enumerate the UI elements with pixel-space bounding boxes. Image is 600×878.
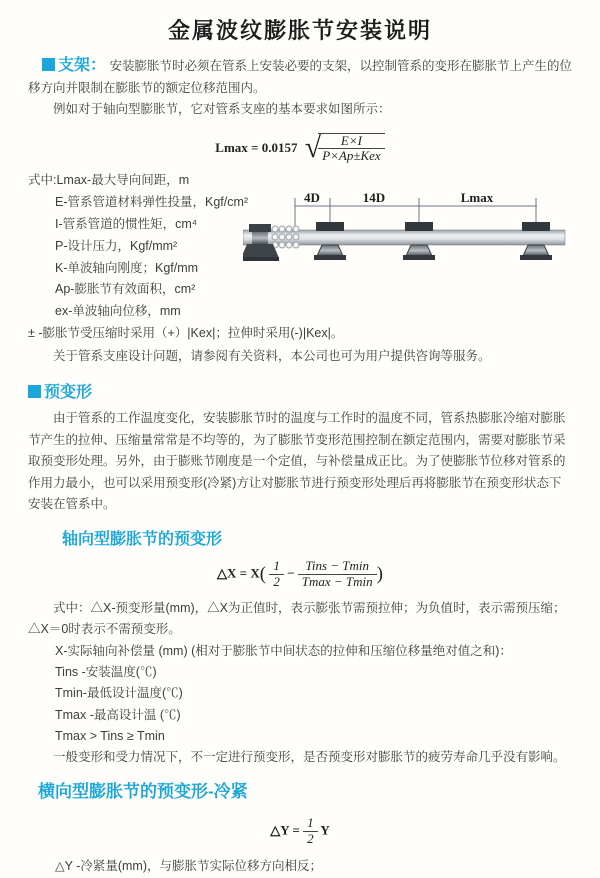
axial-closing-line: 一般变形和受力情况下，不一定进行预变形，是否预变形对膨胀节的疲劳寿命几乎没有影响。 bbox=[53, 750, 566, 765]
axial-definition-paragraph: 式中：△X-预变形量(mm)，△X为正值时，表示膨张节需预拉伸；为负值时，表示需预压缩；△X＝0时表示不需预变形。 bbox=[28, 600, 566, 637]
lateral-num: 1 bbox=[303, 816, 318, 832]
half-fraction bbox=[269, 559, 284, 590]
half-num: 1 bbox=[269, 559, 284, 575]
variable-line: Tmax -最高设计温 (℃) bbox=[55, 707, 181, 722]
predeform-section-heading bbox=[28, 379, 600, 402]
axial-sub-heading: 轴向型膨胀节的预变形 bbox=[62, 530, 223, 548]
pipe-diagram-svg bbox=[243, 190, 573, 286]
definition-line: I-管系管道的惯性矩，cm⁴ bbox=[55, 216, 198, 231]
lateral-formula-suffix: Y bbox=[320, 822, 330, 838]
minus-sign: − bbox=[287, 565, 295, 581]
dimension-labels bbox=[304, 190, 494, 205]
dim-label-4d: 4D bbox=[304, 190, 320, 205]
support-heading-label: 支架： bbox=[58, 57, 107, 74]
temp-fraction-den: Tmax − Tmin bbox=[301, 573, 373, 589]
definition-line: Ap-膨胀节有效面积，cm² bbox=[55, 282, 196, 297]
lmax-denominator: P×Ap±Kex bbox=[322, 148, 381, 164]
close-paren: ) bbox=[376, 563, 383, 585]
lateral-formula-prefix: △Y = bbox=[270, 822, 300, 838]
variable-line: Tmax > Tins ≥ Tmin bbox=[55, 728, 165, 743]
support-section-heading bbox=[42, 57, 106, 74]
radical-sign: √ bbox=[304, 131, 322, 165]
definition-line: 式中:Lmax-最大导向间距，m bbox=[28, 173, 190, 188]
support-example-line: 例如对于轴向型膨胀节，它对管系支座的基本要求如图所示： bbox=[53, 102, 391, 116]
variable-line: Tins -安装温度(℃) bbox=[55, 664, 157, 679]
variable-line: Tmin-最低设计温度(℃) bbox=[55, 686, 183, 701]
definition-line: K-单波轴向刚度；Kgf/mm bbox=[55, 260, 199, 275]
open-paren: ( bbox=[259, 563, 267, 585]
dim-label-lmax: Lmax bbox=[460, 190, 494, 205]
half-den: 2 bbox=[273, 573, 280, 589]
axial-formula-prefix: △X = X bbox=[217, 565, 260, 581]
predeform-heading-label: 预变形 bbox=[44, 384, 93, 402]
variable-line: X-实际轴向补偿量 (mm) (相对于膨胀节中间状态的拉伸和压缩位移量绝对值之和)： bbox=[55, 643, 512, 658]
support-paragraph bbox=[28, 55, 572, 99]
lateral-den: 2 bbox=[307, 830, 314, 846]
temp-fraction bbox=[298, 559, 377, 590]
pipe-support-diagram bbox=[243, 190, 573, 286]
definition-line: ex-单波轴向位移，mm bbox=[55, 304, 181, 319]
dim-label-14d: 14D bbox=[362, 190, 386, 205]
blue-square-icon bbox=[28, 385, 41, 398]
lateral-note-line: △Y -冷紧量(mm)，与膨胀节实际位移方向相反； bbox=[55, 859, 323, 874]
lateral-half-fraction bbox=[303, 816, 318, 847]
lateral-sub-heading: 横向型膨胀节的预变形-冷紧 bbox=[38, 781, 248, 801]
axial-variable-list bbox=[28, 641, 572, 747]
support-paragraph-text: 安装膨胀节时必须在管系上安装必要的支架，以控制管系的变形在膨胀节上产生的位移方向并限制在膨胀节的额定位移范围内。 bbox=[28, 59, 573, 95]
support-closing-line: 关于管系支座设计问题，请参阅有关资料，本公司也可为用户提供咨询等服务。 bbox=[53, 348, 491, 363]
lmax-numerator: E×I bbox=[318, 134, 385, 150]
lateral-formula bbox=[0, 816, 600, 847]
page-title: 金属波纹膨胀节安装说明 bbox=[167, 18, 432, 43]
definition-line: P-设计压力，Kgf/mm² bbox=[55, 238, 178, 253]
temp-fraction-num: Tins − Tmin bbox=[298, 559, 377, 575]
axial-formula bbox=[0, 559, 600, 590]
definition-line: E-管系管道材料弹性投量，Kgf/cm² bbox=[55, 195, 249, 210]
lmax-formula-fraction bbox=[318, 133, 385, 165]
blue-square-icon bbox=[42, 58, 55, 71]
predeform-paragraph: 由于管系的工作温度变化，安装膨胀节时的温度与工作时的温度不同，管系热膨胀冷缩对膨胀节产生的拉伸、压缩量常常是不均等的，为了膨胀节变形范围控制在额定范围内，需要对膨胀节采取预变形处理。另外，由于膨账节刚度是一个定值，与补偿量成正比。为了使膨胀节位移对管系的作用力最小，也可以采用预变形(冷紧)方让对膨胀节进行预变形处理后再将膨胀节在预变形状态下安装在管系中。 bbox=[28, 411, 566, 512]
lmax-formula bbox=[0, 133, 600, 165]
lmax-formula-prefix: Lmax = 0.0157 bbox=[215, 139, 298, 155]
definition-line: ± -膨胀节受压缩时采用（+）|Kex|；拉伸时采用(-)|Kex|。 bbox=[28, 325, 344, 340]
